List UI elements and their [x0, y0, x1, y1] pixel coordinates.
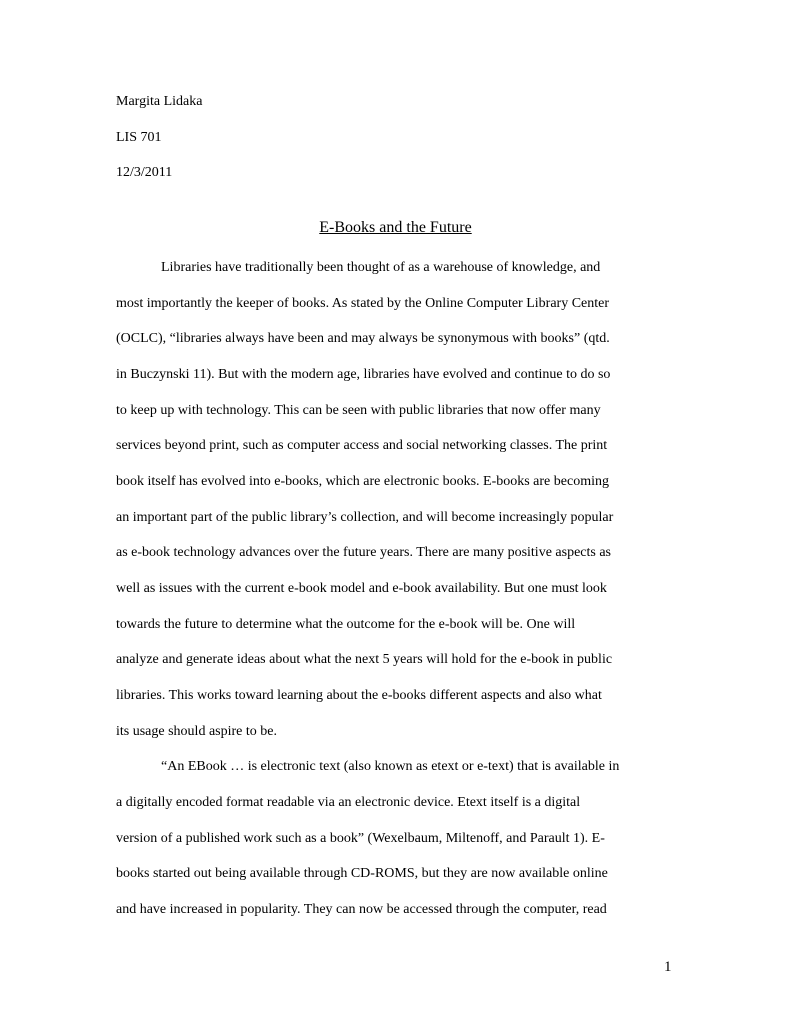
body-line: a digitally encoded format readable via an electronic device. Etext itself is a digital: [116, 795, 581, 810]
body-line: analyze and generate ideas about what the next 5 years will hold for the e-book in public: [116, 652, 613, 667]
body-line: “An EBook … is electronic text (also known as etext or e-text) that is available in: [161, 759, 620, 774]
body-line: most importantly the keeper of books. As stated by the Online Computer Library Center: [116, 296, 610, 311]
body-line: version of a published work such as a book” (Wexelbaum, Miltenoff, and Parault 1). E-: [116, 831, 605, 846]
body-line: towards the future to determine what the outcome for the e-book will be. One will: [116, 617, 576, 632]
body-line: an important part of the public library’s collection, and will become increasingly popular: [116, 510, 614, 525]
body-line: well as issues with the current e-book model and e-book availability. But one must look: [116, 581, 607, 596]
document-date: 12/3/2011: [116, 165, 173, 180]
body-line: as e-book technology advances over the future years. There are many positive aspects as: [116, 545, 611, 560]
body-line: libraries. This works toward learning about the e-books different aspects and also what: [116, 688, 602, 703]
body-line: and have increased in popularity. They can now be accessed through the computer, read: [116, 902, 607, 917]
body-line: in Buczynski 11). But with the modern age, libraries have evolved and continue to do so: [116, 367, 611, 382]
body-line: Libraries have traditionally been thought of as a warehouse of knowledge, and: [161, 260, 601, 275]
document-title: E-Books and the Future: [319, 219, 472, 236]
course-code: LIS 701: [116, 130, 162, 145]
body-line: to keep up with technology. This can be seen with public libraries that now offer many: [116, 403, 601, 418]
body-line: book itself has evolved into e-books, which are electronic books. E-books are becoming: [116, 474, 609, 489]
body-line: (OCLC), “libraries always have been and may always be synonymous with books” (qtd.: [116, 331, 610, 346]
page-number: 1: [664, 959, 672, 975]
body-line: its usage should aspire to be.: [116, 724, 277, 739]
body-line: books started out being available through CD-ROMS, but they are now available online: [116, 866, 608, 881]
author-name: Margita Lidaka: [116, 94, 203, 109]
body-line: services beyond print, such as computer access and social networking classes. The print: [116, 438, 608, 453]
